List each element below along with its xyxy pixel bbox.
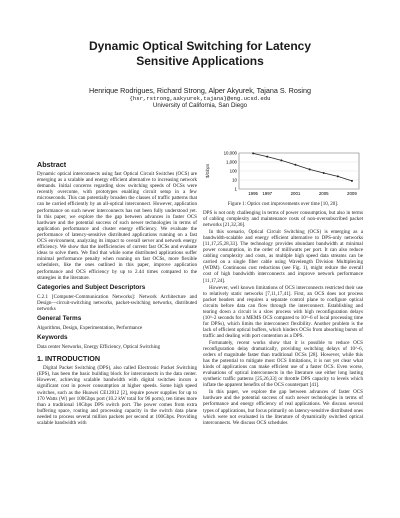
abstract-heading: Abstract [37,160,67,169]
figure-1-caption: Figure 1: Optics cost improvements over time [10, 20]. [227,202,339,207]
intro-heading: 1. INTRODUCTION [37,354,101,364]
x-tick-label: 2005 [318,191,329,196]
right-paragraph-1: DPS is not only challenging in terms of power consumption, but also in terms of cabling complexity and maintenance costs of non-oversubscribed packet networks [21,32,36]. [203,210,363,229]
abstract-text: Dynamic optical interconnects using fast Optical Circuit Switches (OCS) are emerging as a scalable and energy efficient alternative to increasing network demands. Initial concerns regarding slow switching speeds of OCSs were recently overcome, with prototypes enabling circuit setup in a few microseconds. This can potentially broaden the classes of traffic patterns that can be carried efficiently by an all-optical interconnect. However, application performance on such newer interconnects has not been fully understood yet. In this paper, we explore the the gap between advances in faster OCS hardware and the potential success of such newer technologies in terms of application performance and cluster energy efficiency. We evaluate the performance of latency-sensitive distributed applications running on a fast OCS environment, analyzing its impact to overall server and network energy efficiency. We show that the inefficiencies of current fast OCSs and evaluate ideas to solve them. We find that while some distributed applications suffer minimal performance penalty when running on fast OCSs, more flexible schedulers, like the ones outlined in this paper, improve application performance and OCS efficiency by up to 2.44 times compared to the strategies in the literature. [37,171,197,281]
data-point [294,164,296,166]
right-column [203,210,363,427]
categories-heading: Categories and Subject Descriptors [37,283,146,291]
x-ticks [248,191,357,196]
data-point [252,152,254,154]
author-block [0,86,400,110]
keywords-text: Data center Networks, Energy Efficiency, Optical Switching [37,344,161,351]
general-terms-text: Algorithms, Design, Experimentation, Performance [37,324,143,331]
y-tick-label: 1 [234,186,237,192]
x-tick-label: 1997 [262,191,273,196]
x-tick-label: 2009 [347,191,357,196]
author-names: Henrique Rodrigues, Richard Strong, Alper Akyurek, Tajana S. Rosing [89,86,311,95]
data-point [337,175,339,177]
y-tick-label: 10 [232,177,237,183]
data-point [351,180,353,182]
intro-text: Digital Packet Switching (DPS), also called Electronic Packet Switching (EPS), has been the basic building block for interconnects in the data center. However, achieving scalable bandwidth with digital switches incurs a significant cost in power consumption at higher speeds. Some high speed switches, such as the Huawei CE12812 [2], require power supplies for up to 170 Watts (W) per 100Gbps port (10.2 kW total for 96 ports), ten times more than a traditional 10Gbps DPS switch port. The power comes from extra buffering space, routing and processing capacity in the switch data plane needed to process several million packets per second at 100Gbps. Providing scalable bandwidth with [37,365,197,426]
right-paragraph-5: In this paper, we explore the gap between advances of faster OCS hardware and the potential success of such newer technologies in terms of performance and energy efficiency of real applications. We discuss several types of applications, but focus primarily on latency-sensitive distributed ones which were not evaluated in the literature of dynamically switched optical interconnects. We discuss OCS schedules [203,389,363,426]
y-ticks [224,151,359,192]
affiliation: University of California, San Diego [152,102,248,109]
data-point [309,168,311,170]
y-tick-label: 1,000 [226,159,237,165]
y-tick-label: 10,000 [223,150,237,156]
categories-text: C.2.1 [Computer-Communication Networks]: Network Architecture and Design—circuit-switching networks, packet-switching networks, distributed networks [37,293,197,312]
data-point [266,156,268,158]
right-paragraph-3: However, well known limitations of OCS interconnects restricted their use to relatively static networks [7,11,17,41]. First, an OCS does not process packet headers and requires a separate control plane to configure optical circuits before data can flow through the interconnect. Establishing and tearing down a circuit is a slow process with high reconfiguration delays (10^-2 seconds for a MEMS OCS compared to 10^-6 of local processing time for DPSs), which limits the interconnect flexibility. Another problem is the lack of efficient optical buffers, which hinders OCSs from absorbing bursts of traffic and dealing with port contention as a DPS. [203,284,363,339]
figure-1-chart [203,150,363,200]
data-point [280,159,282,161]
y-tick-label: 100 [229,168,237,174]
left-column [37,160,197,427]
y-axis-label: $/Gbps [205,163,210,178]
author-emails[interactable]: {hsr,rstrong,aakyurek,tajana}@eng.ucsd.edu [129,95,271,102]
x-tick-label: 2001 [290,191,301,196]
paper-title [0,39,400,69]
right-paragraph-4: Fortunately, recent works show that it is possible to reduce OCS reconfiguration delay dramatically, providing switching delays of 10^-6, orders of magnitude faster than traditional OCSs [28]. However, while this has the potential to mitigate most OCS limitations, it is not yet clear what kinds of applications can make efficient use of a faster OCS. Even worse, evaluations of optical interconnects in the literature use either long lasting synthetic traffic patterns [25,26,33] or throttle DPS capacity to levels which inflate the apparent benefits of the OCS counterpart [41]. [203,339,363,389]
title-line-1: Dynamic Optical Switching for Latency [88,39,312,53]
data-point [323,172,325,174]
x-tick-label: 1995 [248,191,259,196]
right-paragraph-2: In this scenario, Optical Circuit Switching (OCS) is emerging as a bandwidth-scalable and energy efficient alternative to DPS-only networks [11,17,25,28,33]. The technology provides abundant bandwidth at minimal power consumption, in the order of milliwatts per port. It can also reduce cabling complexity and costs, as multiple high speed data streams can be carried on a single fiber cable using Wavelength Division Multiplexing (WDM). Continuous cost reductions (see Fig. 1), might reduce the overall cost of high bandwidth interconnects and improve network performance [11,17,24]. [203,229,363,284]
general-terms-heading: General Terms [37,314,82,322]
series-line [252,152,353,181]
keywords-heading: Keywords [37,334,68,342]
title-line-2: Sensitive Applications [136,54,264,68]
